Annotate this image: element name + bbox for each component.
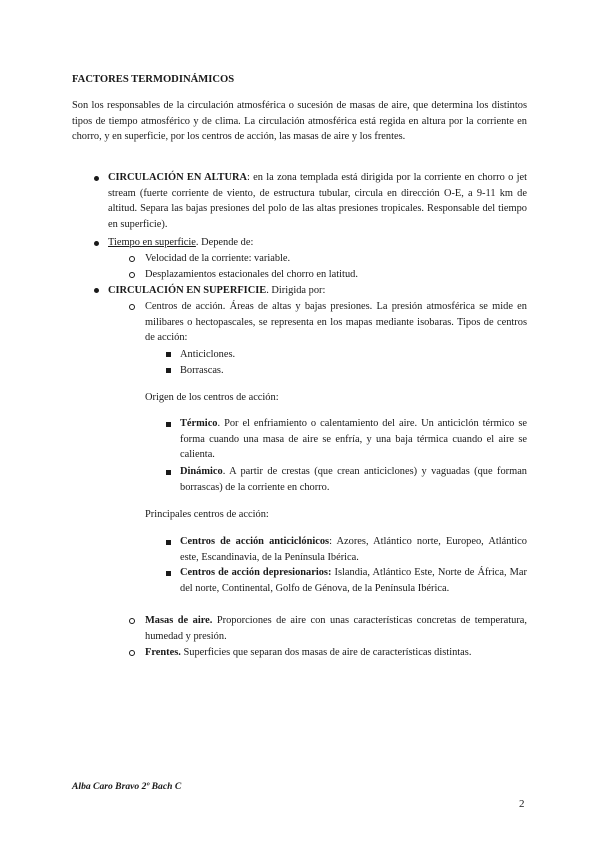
superficie-item: CIRCULACIÓN EN SUPERFICIE. Dirigida por: [108, 285, 326, 296]
bullet-dot [94, 176, 99, 181]
tiempo-superficie-item: Tiempo en superficie. Depende de: [108, 237, 254, 248]
bullet-circle [129, 304, 135, 310]
anticiclonicos-item: Centros de acción anticiclónicos: Azores, Atlántico norte, Europeo, Atlántico este, Escandinavia, de la Península Ibérica. [180, 536, 527, 563]
termico-item: Térmico. Por el enfriamiento o calentamiento del aire. Un anticiclón térmico se forma cuando una masa de aire se enfría, y una baja térmica cuando el aire se calienta. [180, 418, 527, 460]
bullet-square [166, 352, 171, 357]
bullet-square [166, 470, 171, 475]
velocidad-item: Velocidad de la corriente: variable. [145, 253, 291, 264]
depresionarios-item: Centros de acción depresionarios: Islandia, Atlántico Este, Norte de África, Mar del norte, Continental, Golfo de Génova, de la Península Ibérica. [180, 567, 527, 594]
bullet-square [166, 368, 171, 373]
dinamico-item: Dinámico. A partir de crestas (que crean anticiclones) y vaguadas (que forman borrascas) de la corriente en chorro. [180, 466, 527, 493]
page-number: 2 [519, 798, 525, 810]
bullet-square [166, 571, 171, 576]
bullet-circle [129, 272, 135, 278]
centros-accion-text: Centros de acción. Áreas de altas y bajas presiones. La presión atmosférica se mide en milibares o hectopascales, se representa en los mapas mediante isobaras. Tipos de centros de acción: [145, 301, 527, 343]
bullet-square [166, 422, 171, 427]
bullet-dot [94, 241, 99, 246]
footer-author: Alba Caro Bravo 2º Bach C [72, 781, 182, 792]
frentes-item: Frentes. Superficies que separan dos masas de aire de características distintas. [145, 647, 472, 658]
masas-aire-item: Masas de aire. Proporciones de aire con unas características concretas de temperatura, humedad y presión. [145, 615, 527, 642]
altura-item: CIRCULACIÓN EN ALTURA: en la zona templada está dirigida por la corriente en chorro o jet stream (fuerte corriente de viento, de estructura tubular, circula en dirección O-E, a 9-11 km de altitud. Separa las bajas presiones del polo de las altas presiones tropicales. Responsable del tiempo en superficie). [108, 172, 527, 230]
bullet-circle [129, 256, 135, 262]
borrascas-item: Borrascas. [180, 365, 224, 376]
principales-heading: Principales centros de acción: [145, 509, 269, 520]
anticiclones-item: Anticiclones. [180, 349, 236, 360]
bullet-circle [129, 618, 135, 624]
intro-paragraph: Son los responsables de la circulación atmosférica o sucesión de masas de aire, que determina los distintos tipos de tiempo atmosférico y de clima. La circulación atmosférica está regida en altura por la corriente en chorro, y en superficie, por los centros de acción, las masas de aire y los frentes. [72, 100, 527, 142]
origen-heading: Origen de los centros de acción: [145, 392, 279, 403]
bullet-circle [129, 650, 135, 656]
section-title: FACTORES TERMODINÁMICOS [72, 74, 235, 85]
desplazamientos-item: Desplazamientos estacionales del chorro en latitud. [145, 269, 358, 280]
bullet-square [166, 540, 171, 545]
bullet-dot [94, 288, 99, 293]
